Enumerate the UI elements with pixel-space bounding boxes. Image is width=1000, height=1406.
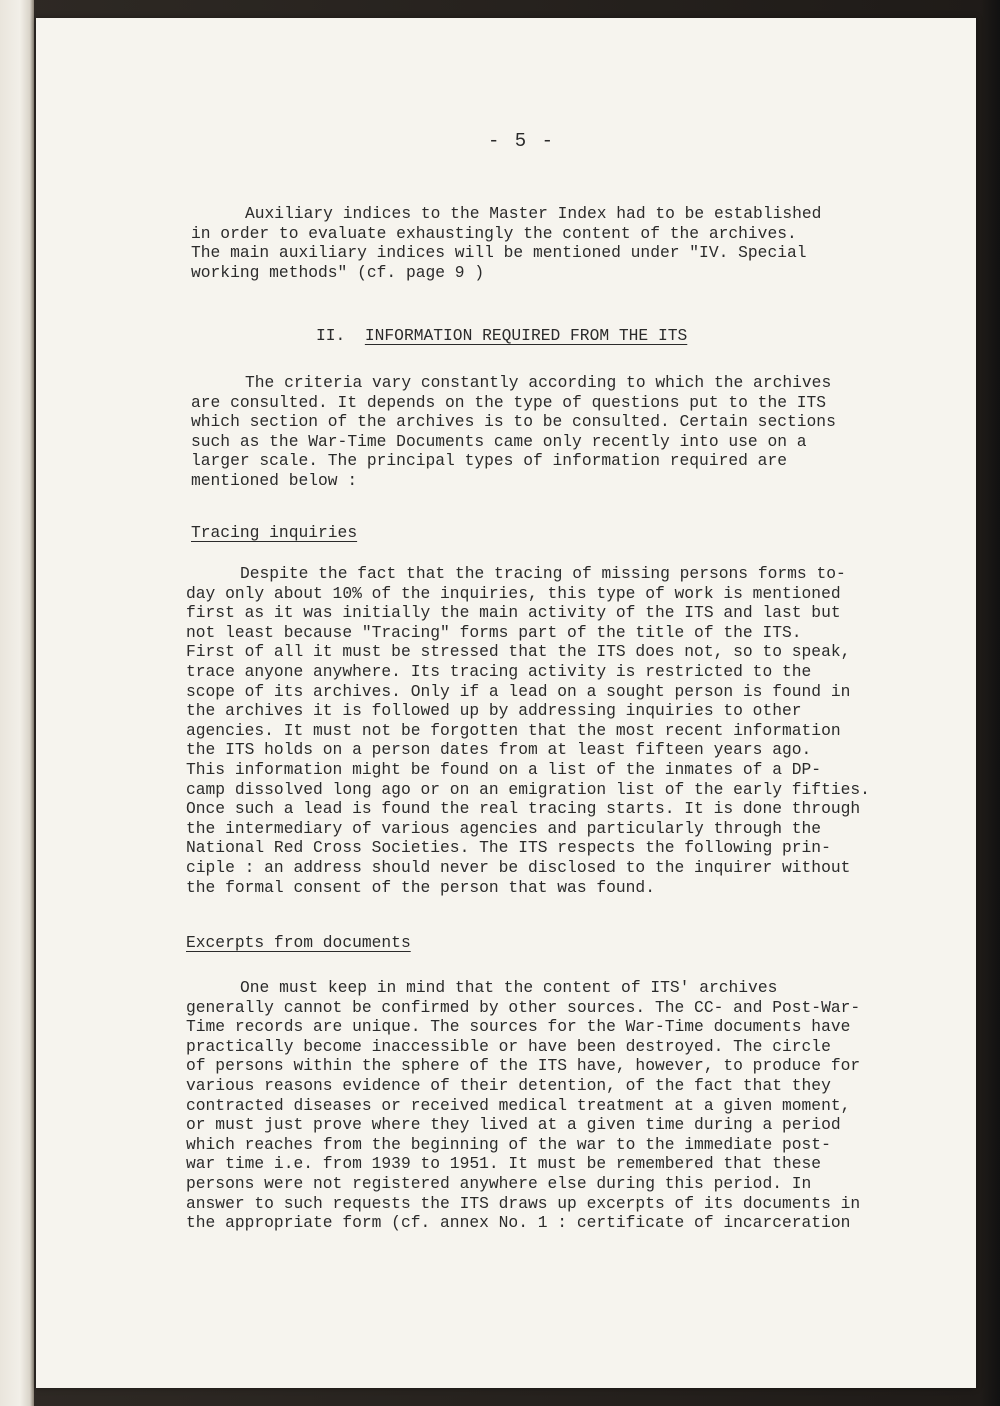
text-line: Once such a lead is found the real tracing starts. It is done through	[186, 799, 861, 819]
text-line: war time i.e. from 1939 to 1951. It must be remembered that these	[186, 1154, 822, 1174]
text-line: trace anyone anywhere. Its tracing activity is restricted to the	[186, 661, 812, 681]
text-line: One must keep in mind that the content of ITS' archives	[240, 978, 778, 997]
text-line: Auxiliary indices to the Master Index had to be established	[245, 204, 822, 223]
text-line: The main auxiliary indices will be mentioned under "IV. Special	[191, 243, 807, 263]
document-page	[36, 18, 976, 1388]
text-line: camp dissolved long ago or on an emigration list of the early fifties.	[186, 779, 870, 799]
section-number: II.	[316, 326, 346, 345]
text-line: Despite the fact that the tracing of missing persons forms to-	[240, 564, 846, 583]
facing-page-edge	[0, 0, 34, 1406]
text-line: the intermediary of various agencies and particularly through the	[186, 818, 822, 838]
text-line: National Red Cross Societies. The ITS respects the following prin-	[186, 838, 831, 858]
text-line: ciple : an address should never be disclosed to the inquirer without	[186, 857, 851, 877]
text-line: The criteria vary constantly according to which the archives	[245, 373, 832, 392]
text-line: Time records are unique. The sources for the War-Time documents have	[186, 1017, 851, 1037]
text-line: day only about 10% of the inquiries, this type of work is mentioned	[186, 583, 841, 603]
text-line: the appropriate form (cf. annex No. 1 : certificate of incarceration	[186, 1213, 851, 1233]
tracing-paragraph	[186, 564, 870, 897]
text-line: answer to such requests the ITS draws up excerpts of its documents in	[186, 1193, 861, 1213]
text-line: such as the War-Time Documents came only recently into use on a	[191, 431, 807, 451]
heading-tracing-inquiries: Tracing inquiries	[191, 523, 358, 542]
text-line: the formal consent of the person that was found.	[186, 877, 655, 897]
text-line: contracted diseases or received medical treatment at a given moment,	[186, 1095, 851, 1115]
section-heading	[316, 326, 687, 345]
text-line: larger scale. The principal types of information required are	[191, 451, 787, 471]
text-line: not least because "Tracing" forms part of the title of the ITS.	[186, 622, 802, 642]
text-line: of persons within the sphere of the ITS have, however, to produce for	[186, 1056, 861, 1076]
text-line: the archives it is followed up by addressing inquiries to other	[186, 701, 802, 721]
text-line: first as it was initially the main activity of the ITS and last but	[186, 603, 841, 623]
text-line: which section of the archives is to be consulted. Certain sections	[191, 412, 836, 432]
text-line: This information might be found on a list of the inmates of a DP-	[186, 759, 822, 779]
intro-paragraph	[191, 204, 821, 282]
excerpts-paragraph	[186, 978, 860, 1233]
text-line: mentioned below :	[191, 470, 358, 490]
text-line: in order to evaluate exhaustingly the content of the archives.	[191, 223, 797, 243]
text-line: persons were not registered anywhere else during this period. In	[186, 1173, 812, 1193]
text-line: practically become inaccessible or have been destroyed. The circle	[186, 1036, 831, 1056]
page-number: - 5 -	[488, 130, 556, 152]
text-line: various reasons evidence of their detention, of the fact that they	[186, 1075, 831, 1095]
criteria-paragraph	[191, 373, 836, 491]
section-title: INFORMATION REQUIRED FROM THE ITS	[364, 326, 688, 345]
text-line: scope of its archives. Only if a lead on a sought person is found in	[186, 681, 851, 701]
text-line: working methods" (cf. page 9 )	[191, 262, 485, 282]
text-line: agencies. It must not be forgotten that the most recent information	[186, 720, 841, 740]
text-line: or must just prove where they lived at a given time during a period	[186, 1115, 841, 1135]
heading-excerpts-from-documents: Excerpts from documents	[186, 933, 411, 952]
text-line: generally cannot be confirmed by other sources. The CC- and Post-War-	[186, 997, 861, 1017]
text-line: which reaches from the beginning of the war to the immediate post-	[186, 1134, 831, 1154]
text-line: First of all it must be stressed that the ITS does not, so to speak,	[186, 642, 851, 662]
text-line: are consulted. It depends on the type of questions put to the ITS	[191, 392, 827, 412]
text-line: the ITS holds on a person dates from at least fifteen years ago.	[186, 740, 812, 760]
